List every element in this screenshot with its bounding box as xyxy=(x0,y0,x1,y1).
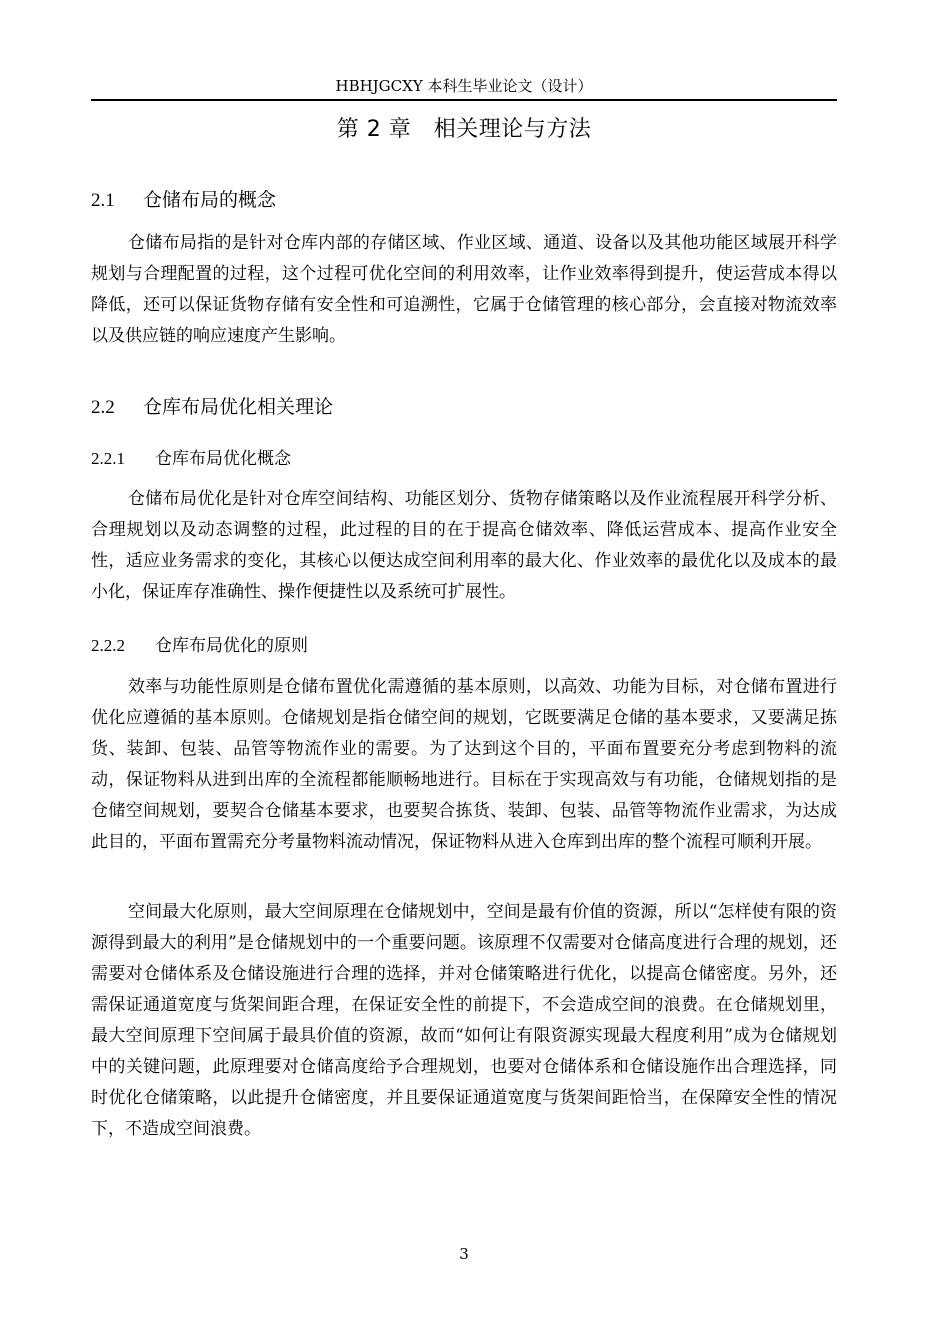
page-number: 3 xyxy=(459,1245,469,1263)
subsection-heading-2-2-1 xyxy=(91,446,837,472)
section-title: 仓储布局的概念 xyxy=(143,189,277,211)
subsection-number: 2.2.2 xyxy=(91,636,125,655)
paragraph-2-2-2-b: 空间最大化原则，最大空间原理在仓储规划中，空间是最有价值的资源，所以“怎样使有限的资源得到最大的利用”是仓储规划中的一个重要问题。该原理不仅需要对仓储高度进行合理的规划，还需要对仓储体系及仓储设施进行合理的选择，并对仓储策略进行优化，以提高仓储密度。另外，还需保证通道宽度与货架间距合理，在保证安全性的前提下，不会造成空间的浪费。在仓储规划里，最大空间原理下空间属于最具价值的资源，故而“如何让有限资源实现最大程度利用”成为仓储规划中的关键问题，此原理要对仓储高度给予合理规划，也要对仓储体系和仓储设施作出合理选择，同时优化仓储策略，以此提升仓储密度，并且要保证通道宽度与货架间距恰当，在保障安全性的情况下，不造成空间浪费。 xyxy=(91,902,837,1139)
subsection-number: 2.2.1 xyxy=(91,449,125,468)
paragraph-2-2-1: 仓储布局优化是针对仓库空间结构、功能区划分、货物存储策略以及作业流程展开科学分析、合理规划以及动态调整的过程，此过程的目的在于提高仓储效率、降低运营成本、提高作业安全性，适应业务需求的变化，其核心以便达成空间利用率的最大化、作业效率的最优化以及成本的最小化，保证库存准确性、操作便捷性以及系统可扩展性。 xyxy=(91,489,837,602)
chapter-title: 第 2 章 相关理论与方法 xyxy=(336,117,592,142)
section-heading-2-1 xyxy=(91,186,837,215)
section-number: 2.2 xyxy=(91,397,115,418)
subsection-title: 仓库布局优化的原则 xyxy=(155,636,308,656)
paragraph-2-1: 仓储布局指的是针对仓库内部的存储区域、作业区域、通道、设备以及其他功能区域展开科学规划与合理配置的过程，这个过程可优化空间的利用效率，让作业效率得到提升，使运营成本得以降低，还可以保证货物存储有安全性和可追溯性，它属于仓储管理的核心部分，会直接对物流效率以及供应链的响应速度产生影响。 xyxy=(91,233,837,346)
paragraph-2-2-2-a: 效率与功能性原则是仓储布置优化需遵循的基本原则，以高效、功能为目标，对仓储布置进行优化应遵循的基本原则。仓储规划是指仓储空间的规划，它既要满足仓储的基本要求，又要满足拣货、装卸、包装、品管等物流作业的需要。为了达到这个目的，平面布置要充分考虑到物料的流动，保证物料从进到出库的全流程都能顺畅地进行。目标在于实现高效与有功能，仓储规划指的是仓储空间规划，要契合仓储基本要求，也要契合拣货、装卸、包装、品管等物流作业需求，为达成此目的，平面布置需充分考量物料流动情况，保证物料从进入仓库到出库的整个流程可顺利开展。 xyxy=(91,677,837,852)
subsection-title: 仓库布局优化概念 xyxy=(155,449,291,469)
section-heading-2-2 xyxy=(91,393,837,422)
subsection-heading-2-2-2 xyxy=(91,633,837,659)
header-rule xyxy=(91,99,837,101)
section-number: 2.1 xyxy=(91,190,115,211)
running-header: HBHJGCXY 本科生毕业论文（设计） xyxy=(335,77,593,95)
section-title: 仓库布局优化相关理论 xyxy=(143,396,334,418)
